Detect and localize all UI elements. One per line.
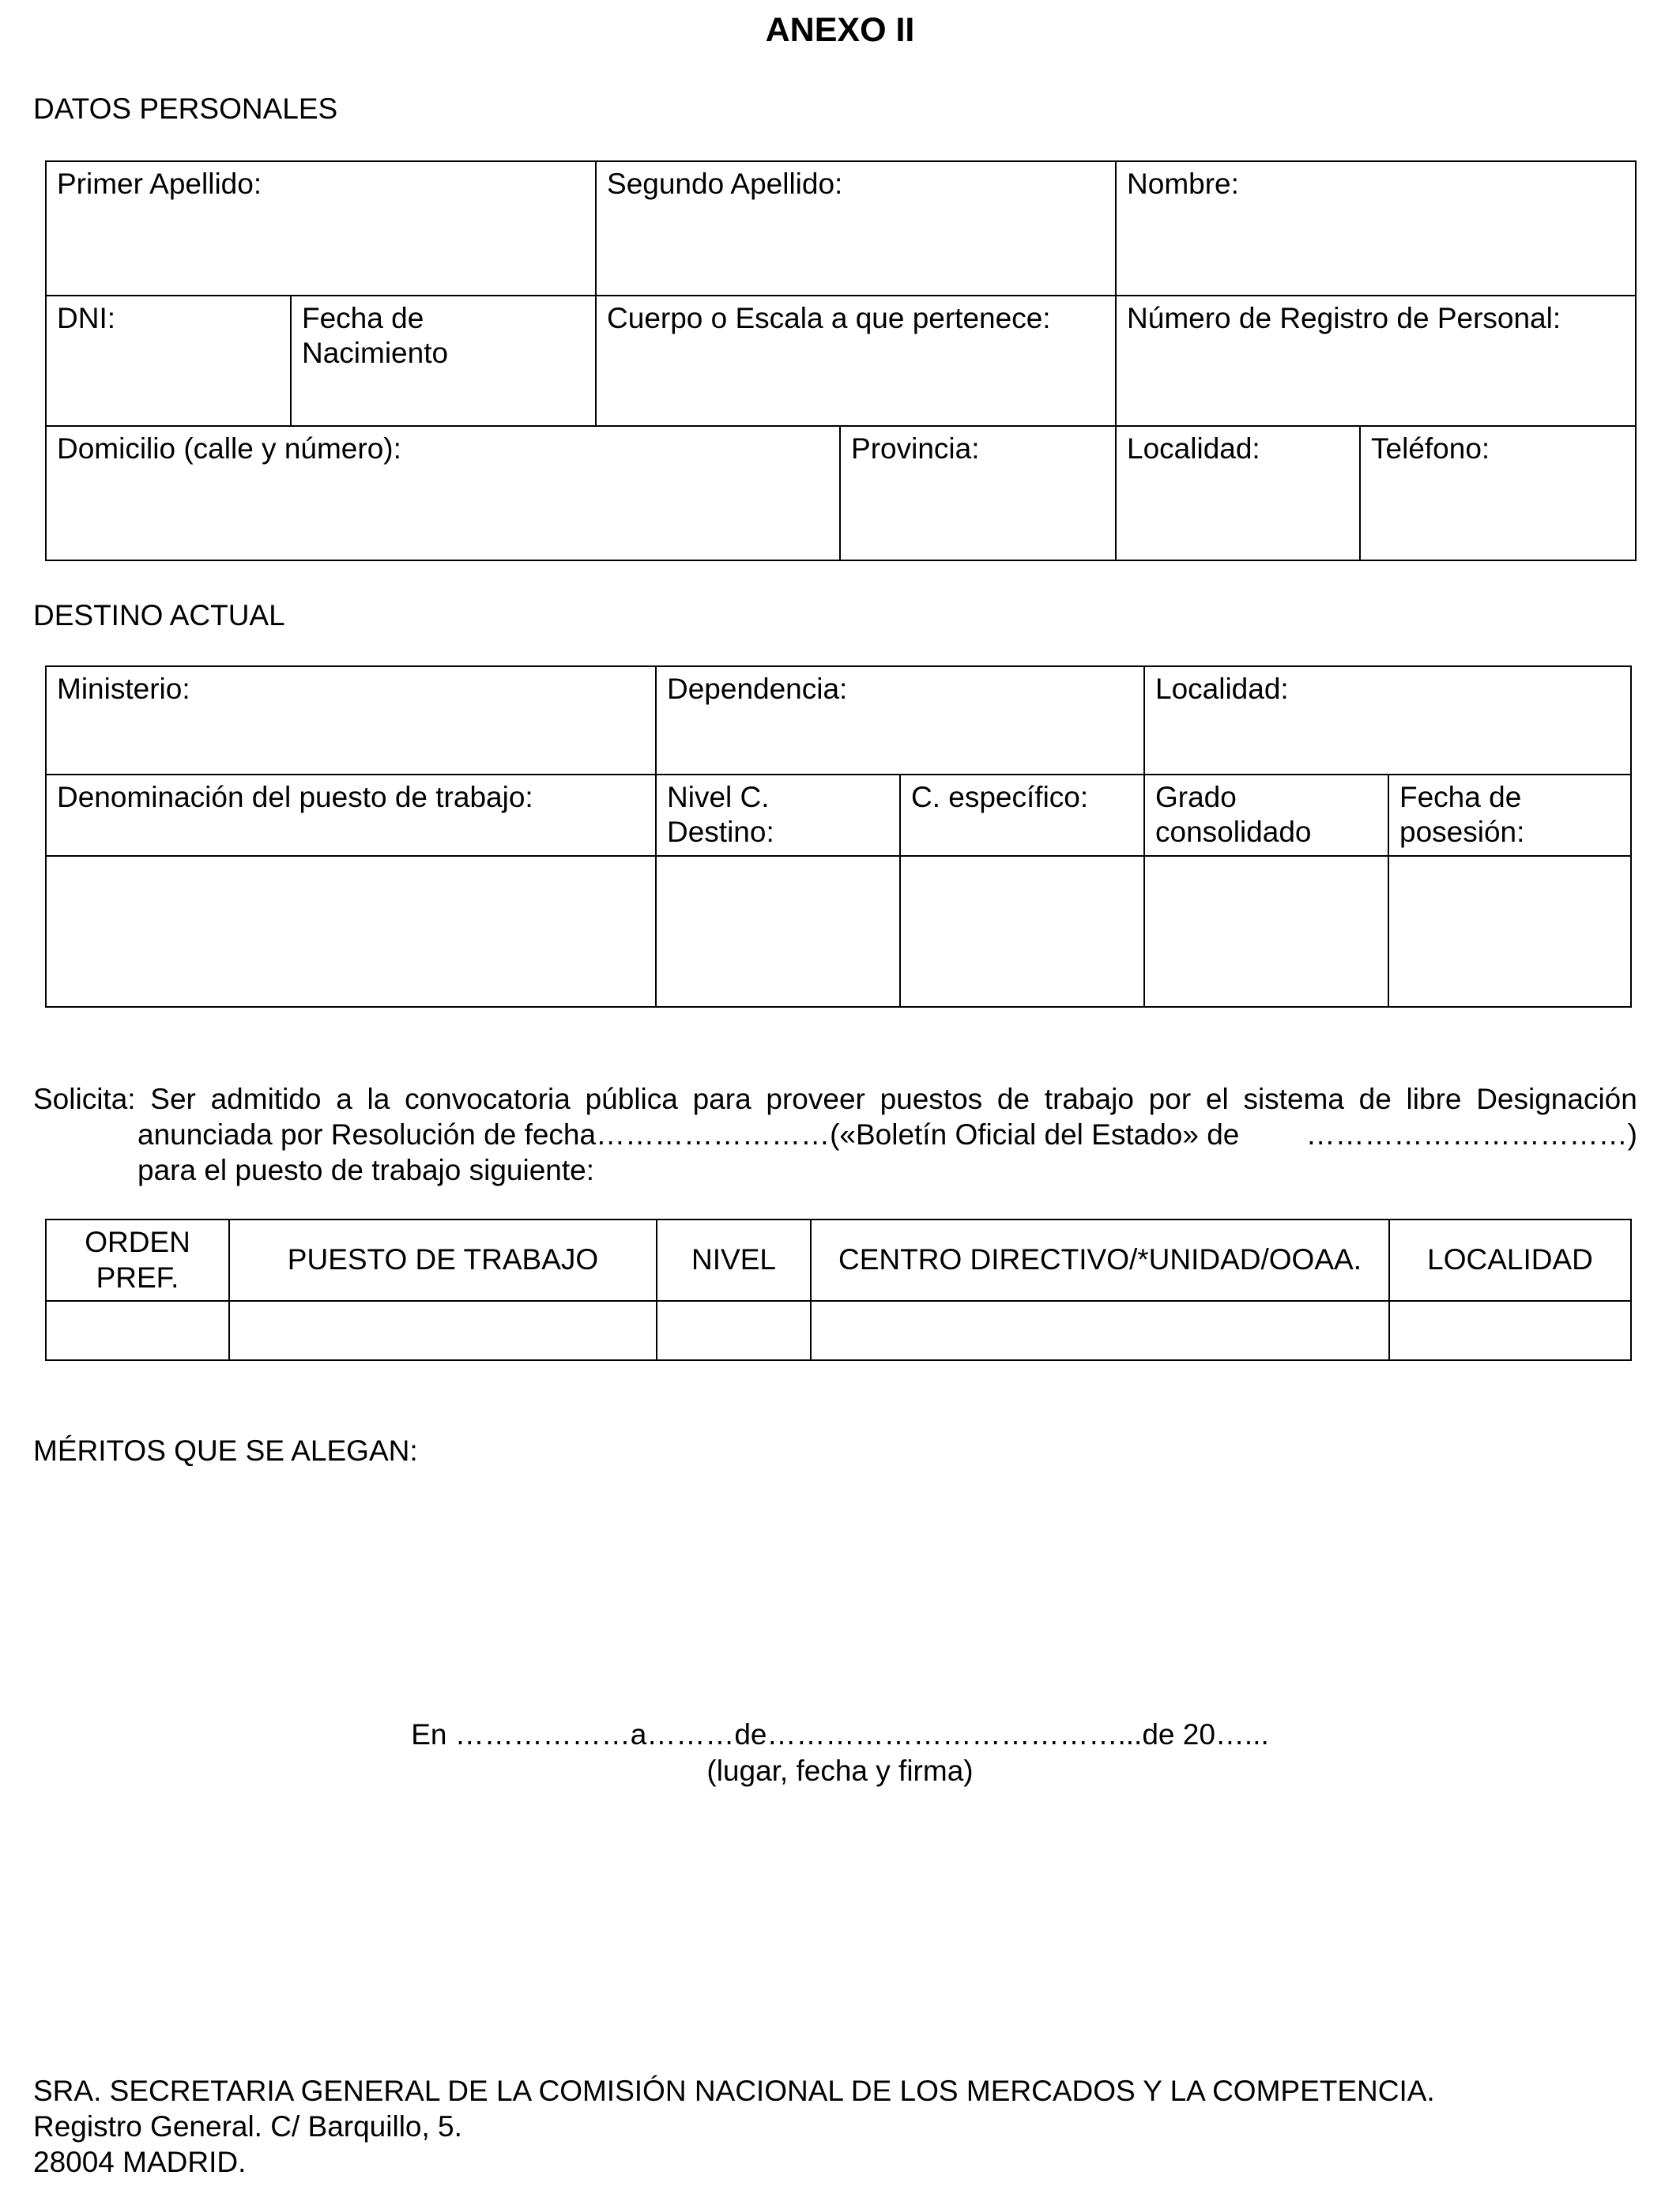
puesto-trabajo-header: PUESTO DE TRABAJO xyxy=(229,1220,657,1301)
provincia-label: Provincia: xyxy=(851,432,980,465)
addressee-line2: Registro General. C/ Barquillo, 5. xyxy=(33,2110,462,2143)
especifico-header xyxy=(900,775,1144,856)
solicita-line2-dots: ……………………………) xyxy=(1305,1118,1637,1151)
solicita-word: la xyxy=(367,1083,390,1115)
domicilio-field[interactable] xyxy=(46,426,840,560)
fecha-posesion-label-line1: Fecha de xyxy=(1399,781,1522,813)
segundo-apellido-label: Segundo Apellido: xyxy=(607,168,843,200)
telefono-label: Teléfono: xyxy=(1371,432,1490,465)
nombre-field[interactable] xyxy=(1116,161,1636,296)
solicita-paragraph xyxy=(33,1081,1637,1188)
segundo-apellido-field[interactable] xyxy=(596,161,1116,296)
grado-label-line1: Grado xyxy=(1155,781,1237,813)
meritos-heading: MÉRITOS QUE SE ALEGAN: xyxy=(33,1434,418,1467)
localidad-label: Localidad: xyxy=(1127,432,1260,465)
solicita-word: proveer xyxy=(766,1083,865,1115)
orden-pref-label-line1: ORDEN xyxy=(85,1226,190,1259)
destino-localidad-field[interactable] xyxy=(1144,666,1631,775)
solicita-line2-text: anunciada por Resolución de fecha……………………(«Boletín Oficial del Estado» de xyxy=(137,1118,1240,1151)
solicita-line1 xyxy=(33,1081,1637,1117)
telefono-field[interactable] xyxy=(1360,426,1636,560)
datos-personales-table xyxy=(45,160,1637,561)
solicita-word: por xyxy=(1148,1083,1192,1115)
destino-actual-table xyxy=(45,665,1632,1008)
solicita-word: libre xyxy=(1406,1083,1462,1115)
solicita-line3: para el puesto de trabajo siguiente: xyxy=(137,1154,595,1186)
datos-personales-heading: DATOS PERSONALES xyxy=(33,92,338,125)
dependencia-label: Dependencia: xyxy=(667,673,848,705)
cuerpo-escala-label: Cuerpo o Escala a que pertenece: xyxy=(607,302,1051,334)
addressee-block xyxy=(33,2073,1435,2180)
orden-pref-value[interactable] xyxy=(46,1301,229,1360)
centro-directivo-header: CENTRO DIRECTIVO/*UNIDAD/OOAA. xyxy=(811,1220,1389,1301)
orden-pref-header xyxy=(46,1220,229,1301)
solicita-word: a xyxy=(336,1083,352,1115)
provincia-field[interactable] xyxy=(840,426,1116,560)
domicilio-label: Domicilio (calle y número): xyxy=(57,432,401,465)
localidad-field[interactable] xyxy=(1116,426,1360,560)
especifico-value[interactable] xyxy=(900,856,1144,1007)
signature-caption: (lugar, fecha y firma) xyxy=(706,1755,974,1787)
nivel-destino-label-line1: Nivel C. xyxy=(667,781,770,813)
ministerio-field[interactable] xyxy=(46,666,656,775)
solicita-word: puestos xyxy=(880,1083,983,1115)
primer-apellido-label: Primer Apellido: xyxy=(57,168,262,200)
ministerio-label: Ministerio: xyxy=(57,673,190,705)
nivel-header: NIVEL xyxy=(657,1220,811,1301)
denominacion-label: Denominación del puesto de trabajo: xyxy=(57,781,533,813)
orden-pref-label-line2: PREF. xyxy=(96,1261,179,1294)
nivel-destino-value[interactable] xyxy=(656,856,900,1007)
fecha-nacimiento-label-line2: Nacimiento xyxy=(302,337,449,370)
solicita-word: sistema xyxy=(1243,1083,1344,1115)
localidad-value[interactable] xyxy=(1389,1301,1631,1360)
destino-actual-heading: DESTINO ACTUAL xyxy=(33,599,285,631)
solicita-word: convocatoria xyxy=(405,1083,571,1115)
grado-value[interactable] xyxy=(1144,856,1388,1007)
dni-label: DNI: xyxy=(57,302,115,334)
denominacion-header xyxy=(46,775,656,856)
dependencia-field[interactable] xyxy=(656,666,1144,775)
denominacion-value[interactable] xyxy=(46,856,656,1007)
especifico-label: C. específico: xyxy=(911,781,1089,813)
fecha-posesion-header xyxy=(1388,775,1631,856)
cuerpo-escala-field[interactable] xyxy=(596,296,1116,426)
solicita-line2 xyxy=(33,1117,1637,1152)
nrp-field[interactable] xyxy=(1116,296,1636,426)
fecha-posesion-value[interactable] xyxy=(1388,856,1631,1007)
fecha-nacimiento-label-line1: Fecha de xyxy=(302,302,424,334)
solicita-word: de xyxy=(1358,1083,1392,1115)
nivel-destino-header xyxy=(656,775,900,856)
addressee-line1: SRA. SECRETARIA GENERAL DE LA COMISIÓN NACIONAL DE LOS MERCADOS Y LA COMPETENCIA. xyxy=(33,2075,1435,2107)
grado-label-line2: consolidado xyxy=(1155,816,1312,849)
nivel-value[interactable] xyxy=(657,1301,811,1360)
page-title: ANEXO II xyxy=(765,11,915,49)
nivel-destino-label-line2: Destino: xyxy=(667,816,774,849)
nrp-label: Número de Registro de Personal: xyxy=(1127,302,1561,334)
addressee-line3: 28004 MADRID. xyxy=(33,2146,247,2178)
localidad-header: LOCALIDAD xyxy=(1389,1220,1631,1301)
destino-localidad-label: Localidad: xyxy=(1155,673,1289,705)
grado-header xyxy=(1144,775,1388,856)
solicita-word: el xyxy=(1205,1083,1229,1115)
puestos-table xyxy=(45,1219,1632,1361)
dni-field[interactable] xyxy=(46,296,291,426)
solicita-word: trabajo xyxy=(1044,1083,1134,1115)
solicita-word: de xyxy=(996,1083,1030,1115)
puesto-trabajo-value[interactable] xyxy=(229,1301,657,1360)
solicita-word: Ser xyxy=(150,1083,196,1115)
fecha-nacimiento-field[interactable] xyxy=(291,296,596,426)
solicita-word: pública xyxy=(585,1083,678,1115)
primer-apellido-field[interactable] xyxy=(46,161,596,296)
centro-directivo-value[interactable] xyxy=(811,1301,1389,1360)
solicita-word: para xyxy=(692,1083,751,1115)
solicita-word: Designación xyxy=(1476,1083,1637,1115)
nombre-label: Nombre: xyxy=(1127,168,1239,200)
fecha-posesion-label-line2: posesión: xyxy=(1399,816,1525,849)
solicita-word: admitido xyxy=(210,1083,322,1115)
signature-date-line[interactable]: En ………………a………de………………………………...de 20…... xyxy=(411,1718,1269,1751)
solicita-label: Solicita: xyxy=(33,1083,136,1115)
